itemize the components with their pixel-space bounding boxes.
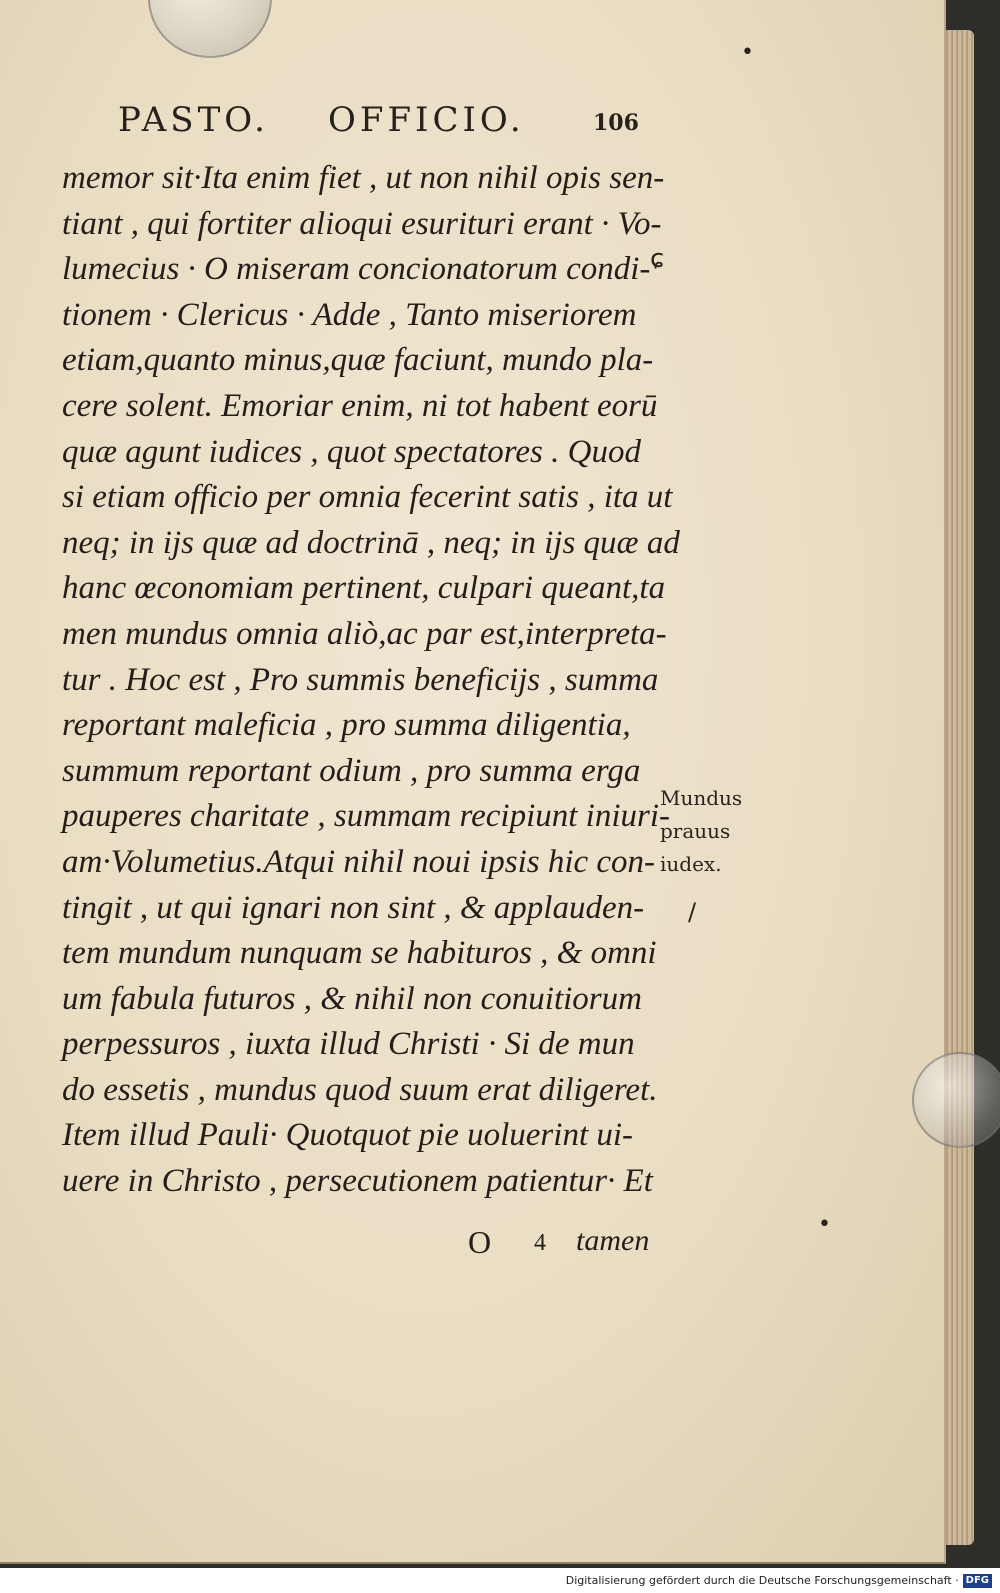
- handwritten-mark: ɕ: [650, 244, 665, 274]
- header-middle: OFFICIO.: [328, 100, 525, 140]
- text-line: tionem · Clericus · Adde , Tanto miseriorem: [62, 296, 637, 333]
- text-line: perpessuros , iuxta illud Christi · Si de mun: [62, 1026, 635, 1063]
- text-line: tiant , qui fortiter alioqui esurituri erant · Vo-: [62, 205, 662, 242]
- marginal-note-line: iudex.: [660, 852, 722, 876]
- text-line: reportant maleficia , pro summa diligentia,: [62, 707, 631, 744]
- text-line: etiam,quanto minus,quæ faciunt, mundo pla-: [62, 342, 654, 379]
- page-edges: [944, 30, 974, 1545]
- text-line: si etiam officio per omnia fecerint satis , ita ut: [62, 479, 673, 516]
- text-line: pauperes charitate , summam recipiunt iniuri-: [62, 798, 670, 835]
- text-line: tur . Hoc est , Pro summis beneficijs , summa: [62, 661, 659, 698]
- body-text: [62, 156, 680, 1205]
- header-left: PASTO.: [118, 100, 269, 140]
- text-line: neq; in ijs quæ ad doctrinā , neq; in ijs quæ ad: [62, 524, 680, 561]
- marginal-note-line: prauus: [660, 819, 731, 843]
- catchword: tamen: [576, 1224, 650, 1257]
- text-line: lumecius · O miseram concionatorum condi-: [62, 251, 651, 288]
- signature-mark: O: [468, 1224, 492, 1260]
- ink-dot-mark: •: [818, 1212, 831, 1237]
- signature-number: 4: [534, 1230, 546, 1256]
- text-line: summum reportant odium , pro summa erga: [62, 752, 641, 789]
- text-line: quæ agunt iudices , quot spectatores . Quod: [62, 433, 641, 470]
- footer-text: Digitalisierung gefördert durch die Deutsche Forschungsgemeinschaft ·: [565, 1574, 959, 1587]
- text-line: Item illud Pauli· Quotquot pie uoluerint ui-: [62, 1117, 634, 1154]
- text-line: am·Volumetius.Atqui nihil noui ipsis hic con-: [62, 843, 656, 880]
- page-number: 106: [593, 110, 639, 136]
- text-line: uere in Christo , persecutionem patientur· Et: [62, 1163, 653, 1200]
- page-clip-right: [912, 1052, 1000, 1148]
- dfg-logo-icon: DFG: [963, 1574, 992, 1588]
- text-line: men mundus omnia aliò,ac par est,interpreta-: [62, 615, 667, 652]
- signature-line: [468, 1224, 668, 1264]
- marginal-note-line: Mundus: [660, 786, 743, 810]
- handwritten-tick: /: [688, 898, 697, 926]
- text-line: do essetis , mundus quod suum erat diligeret.: [62, 1071, 658, 1108]
- ink-dot-mark: •: [741, 40, 754, 65]
- text-line: hanc œconomiam pertinent, culpari queant,ta: [62, 570, 666, 607]
- text-line: cere solent. Emoriar enim, ni tot habent eorū: [62, 387, 658, 424]
- funding-footer: [0, 1574, 992, 1588]
- text-line: tingit , ut qui ignari non sint , & applauden-: [62, 889, 645, 926]
- text-line: um fabula futuros , & nihil non conuitiorum: [62, 980, 642, 1017]
- running-header: [118, 98, 658, 144]
- text-line: memor sit·Ita enim fiet , ut non nihil opis sen-: [62, 160, 665, 196]
- marginal-note: [660, 782, 780, 881]
- text-line: tem mundum nunquam se habituros , & omni: [62, 935, 657, 972]
